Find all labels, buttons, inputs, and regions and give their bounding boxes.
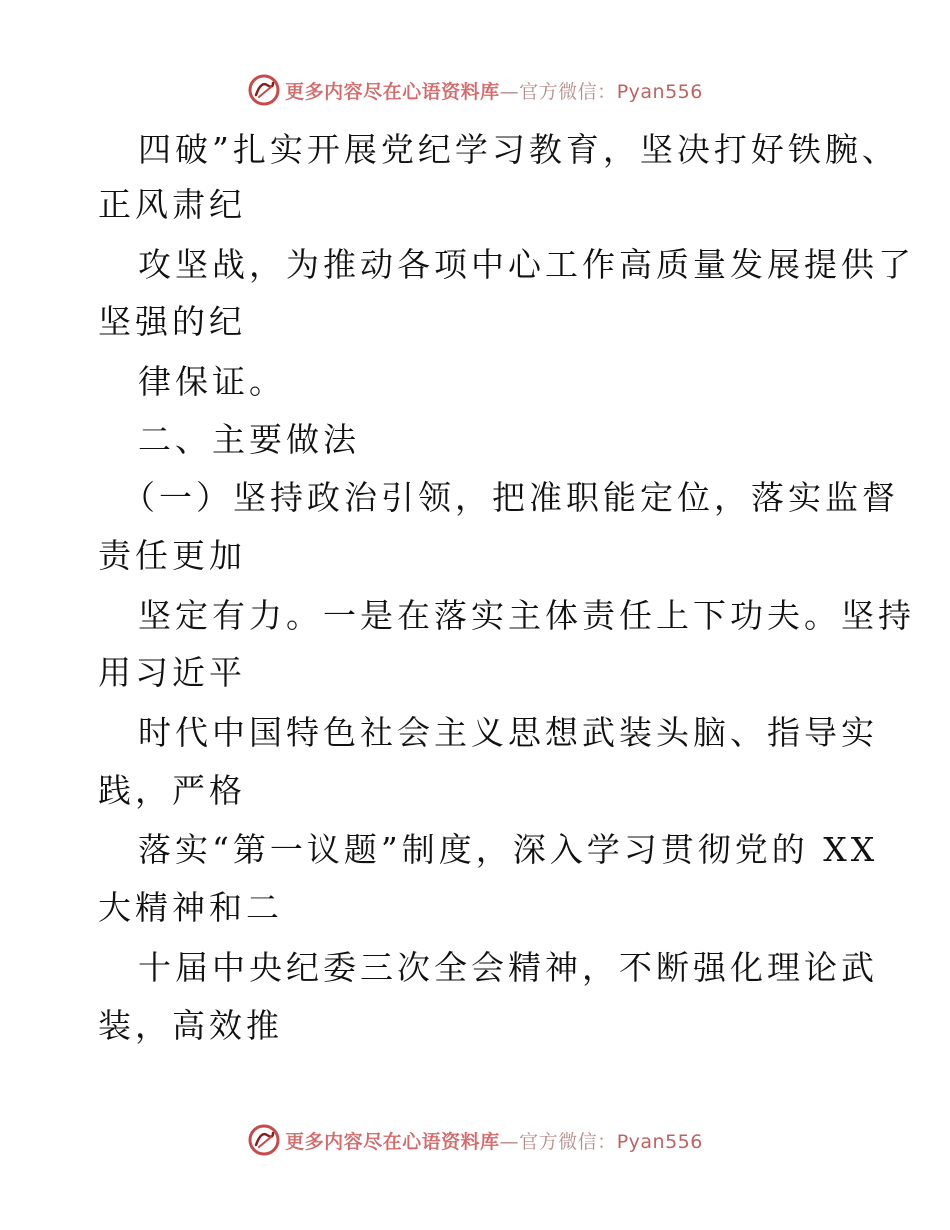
body-line-15: 十届中央纪委三次全会精神，不断强化理论武 (138, 948, 878, 987)
body-line-1: 四破”扎实开展党纪学习教育，坚决打好铁腕、 (138, 130, 899, 169)
footer-separator: — (499, 1130, 520, 1153)
header-wechat-id: Pyan556 (616, 80, 703, 103)
body-line-14: 大精神和二 (98, 888, 283, 927)
footer-wechat-label: 官方微信： (519, 1130, 617, 1153)
body-line-4: 坚强的纪 (98, 302, 246, 341)
header-separator: — (499, 80, 520, 103)
header-wechat-label: 官方微信： (519, 80, 617, 103)
footer-banner-text (285, 1127, 703, 1154)
body-line-16: 装，高效推 (98, 1006, 283, 1045)
signature-pen-logo-icon (247, 73, 281, 107)
header-banner-text (285, 77, 703, 104)
body-line-11: 时代中国特色社会主义思想武装头脑、指导实 (138, 713, 878, 752)
body-line-3: 攻坚战，为推动各项中心工作高质量发展提供了 (138, 245, 915, 284)
body-line-10: 用习近平 (98, 653, 246, 692)
body-line-12: 践，严格 (98, 771, 246, 810)
header-watermark-banner (0, 70, 950, 110)
header-brand: 更多内容尽在心语资料库 (285, 80, 500, 103)
body-line-2: 正风肃纪 (98, 185, 246, 224)
body-line-13: 落实“第一议题”制度，深入学习贯彻党的 XX (138, 830, 879, 869)
footer-brand: 更多内容尽在心语资料库 (285, 1130, 500, 1153)
body-line-9: 坚定有力。一是在落实主体责任上下功夫。坚持 (138, 596, 915, 635)
body-line-5: 律保证。 (138, 362, 286, 401)
section-heading: 二、主要做法 (138, 420, 360, 459)
body-line-8: 责任更加 (98, 536, 246, 575)
footer-wechat-id: Pyan556 (616, 1130, 703, 1153)
signature-pen-logo-icon (247, 1123, 281, 1157)
footer-watermark-banner (0, 1120, 950, 1160)
body-line-7: （一）坚持政治引领，把准职能定位，落实监督 (122, 478, 899, 517)
